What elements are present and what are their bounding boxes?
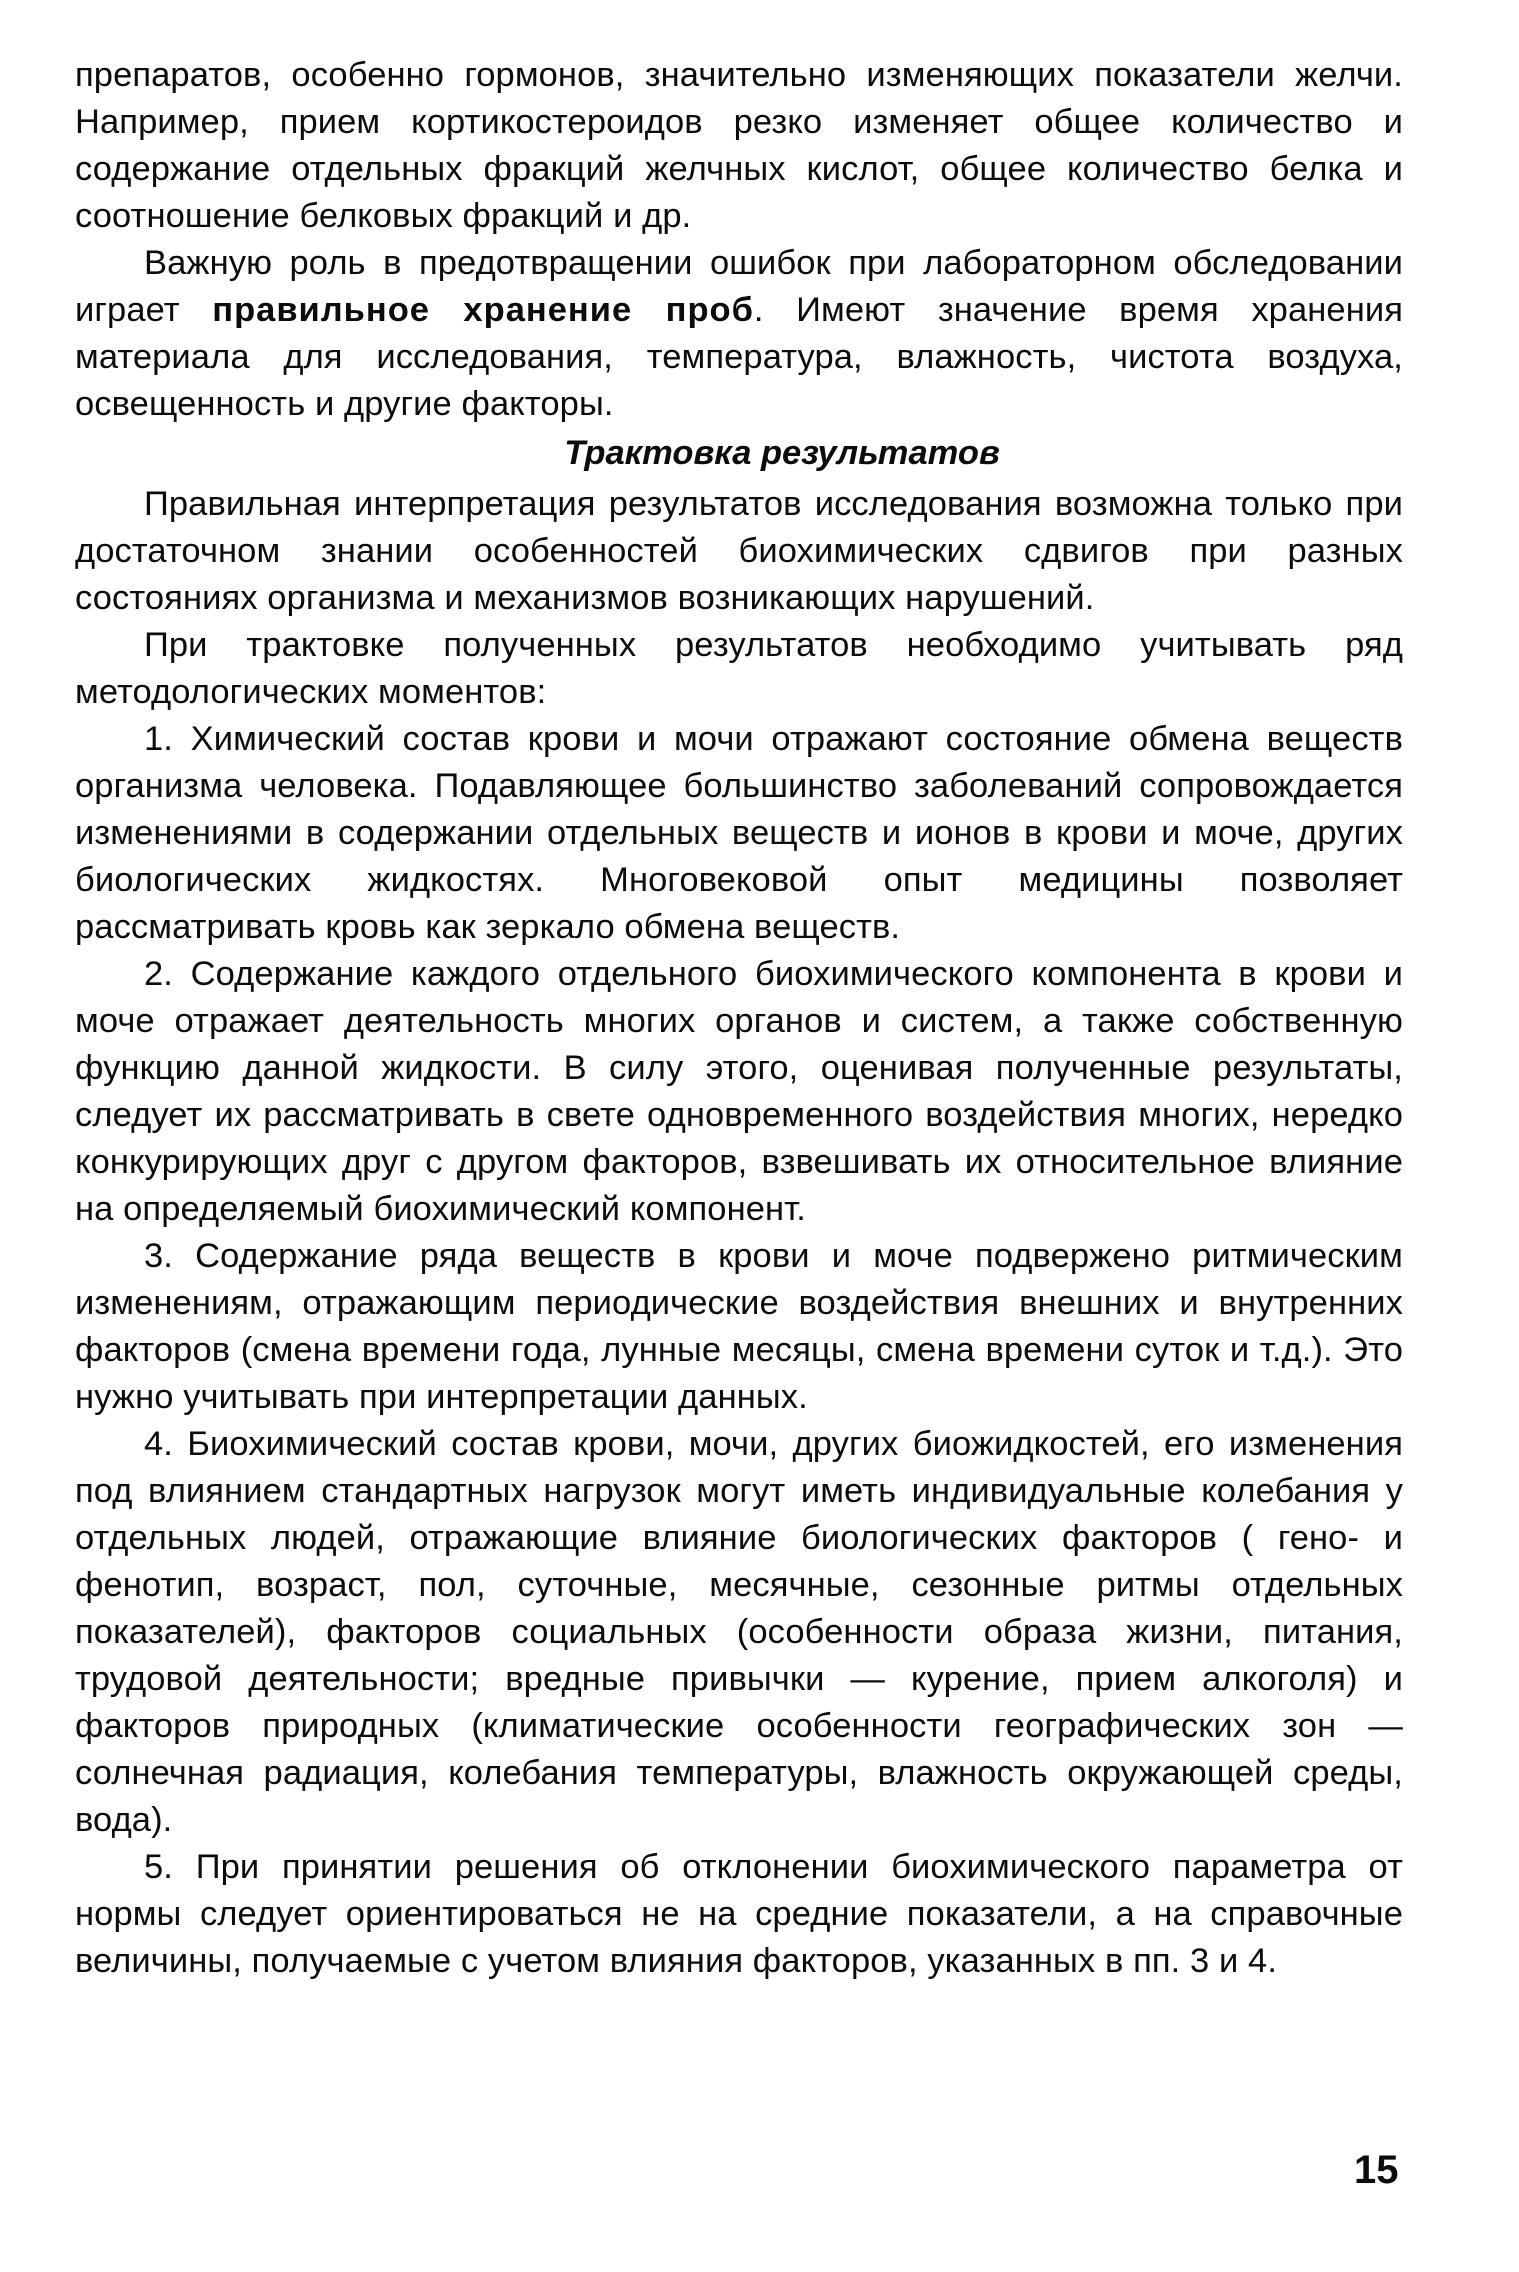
paragraph-continuation: препаратов, особенно гормонов, значительно изменяющих показатели желчи. Например, прием кортикостероидов резко изменяет общее количество и содержание отдельных фракций желчных кислот, общее количество белка и соотношение белковых фракций и др. [75,56,1403,235]
list-item: 3. Содержание ряда веществ в крови и моче подвержено ритмическим изменениям, отражающим периодические воздействия внешних и внутренних факторов (смена времени года, лунные месяцы, смена времени суток и т.д.). Это нужно учитывать при интерпретации данных. [75,1237,1403,1416]
list-item: 5. При принятии решения об отклонении биохимического параметра от нормы следует ориентироваться не на средние показатели, а на справочные величины, получаемые с учетом влияния факторов, указанных в пп. 3 и 4. [75,1848,1403,1980]
list-item: 4. Биохимический состав крови, мочи, других биожидкостей, его изменения под влиянием стандартных нагрузок могут иметь индивидуальные колебания у отдельных людей, отражающие влияние биологических факторов ( гено- и фенотип, возраст, пол, суточные, месячные, сезонные ритмы отдельных показателей), факторов социальных (особенности образа жизни, питания, трудовой деятельности; вредные привычки — курение, прием алкоголя) и факторов природных (климатические особенности географических зон — солнечная радиация, колебания температуры, влажность окружающей среды, вода). [75,1425,1403,1839]
page-body [75,52,1403,1985]
paragraph-sample-storage [75,240,1403,428]
paragraph-text: . Имеют значение время хранения материала для исследования, температура, влажность, чистота воздуха, освещенность и другие факторы. [75,291,1403,423]
list-item: 2. Содержание каждого отдельного биохимического компонента в крови и моче отражает деятельность многих органов и систем, а также собственную функцию данной жидкости. В силу этого, оценивая полученные результаты, следует их рассматривать в свете одновременного воздействия многих, нередко конкурирующих друг с другом факторов, взвешивать их относительное влияние на определяемый биохимический компонент. [75,955,1403,1228]
paragraph-methodology: При трактовке полученных результатов необходимо учитывать ряд методологических моментов: [75,626,1403,711]
page-number: 15 [1354,2148,1399,2192]
paragraph-text: Важную роль в предотвращении ошибок при лабораторном обследовании играет [75,244,1403,329]
paragraph-interpretation: Правильная интерпретация результатов исследования возможна только при достаточном знании особенностей биохимических сдвигов при разных состояниях организма и механизмов возникающих нарушений. [75,485,1403,617]
section-title: Трактовка результатов [564,434,1000,472]
emphasis-text: правильное хранение проб [212,291,754,329]
list-item: 1. Химический состав крови и мочи отражают состояние обмена веществ организма человека. Подавляющее большинство заболеваний сопровождается изменениями в содержании отдельных веществ и ионов в крови и моче, других биологических жидкостях. Многовековой опыт медицины позволяет рассматривать кровь как зеркало обмена веществ. [75,720,1403,946]
